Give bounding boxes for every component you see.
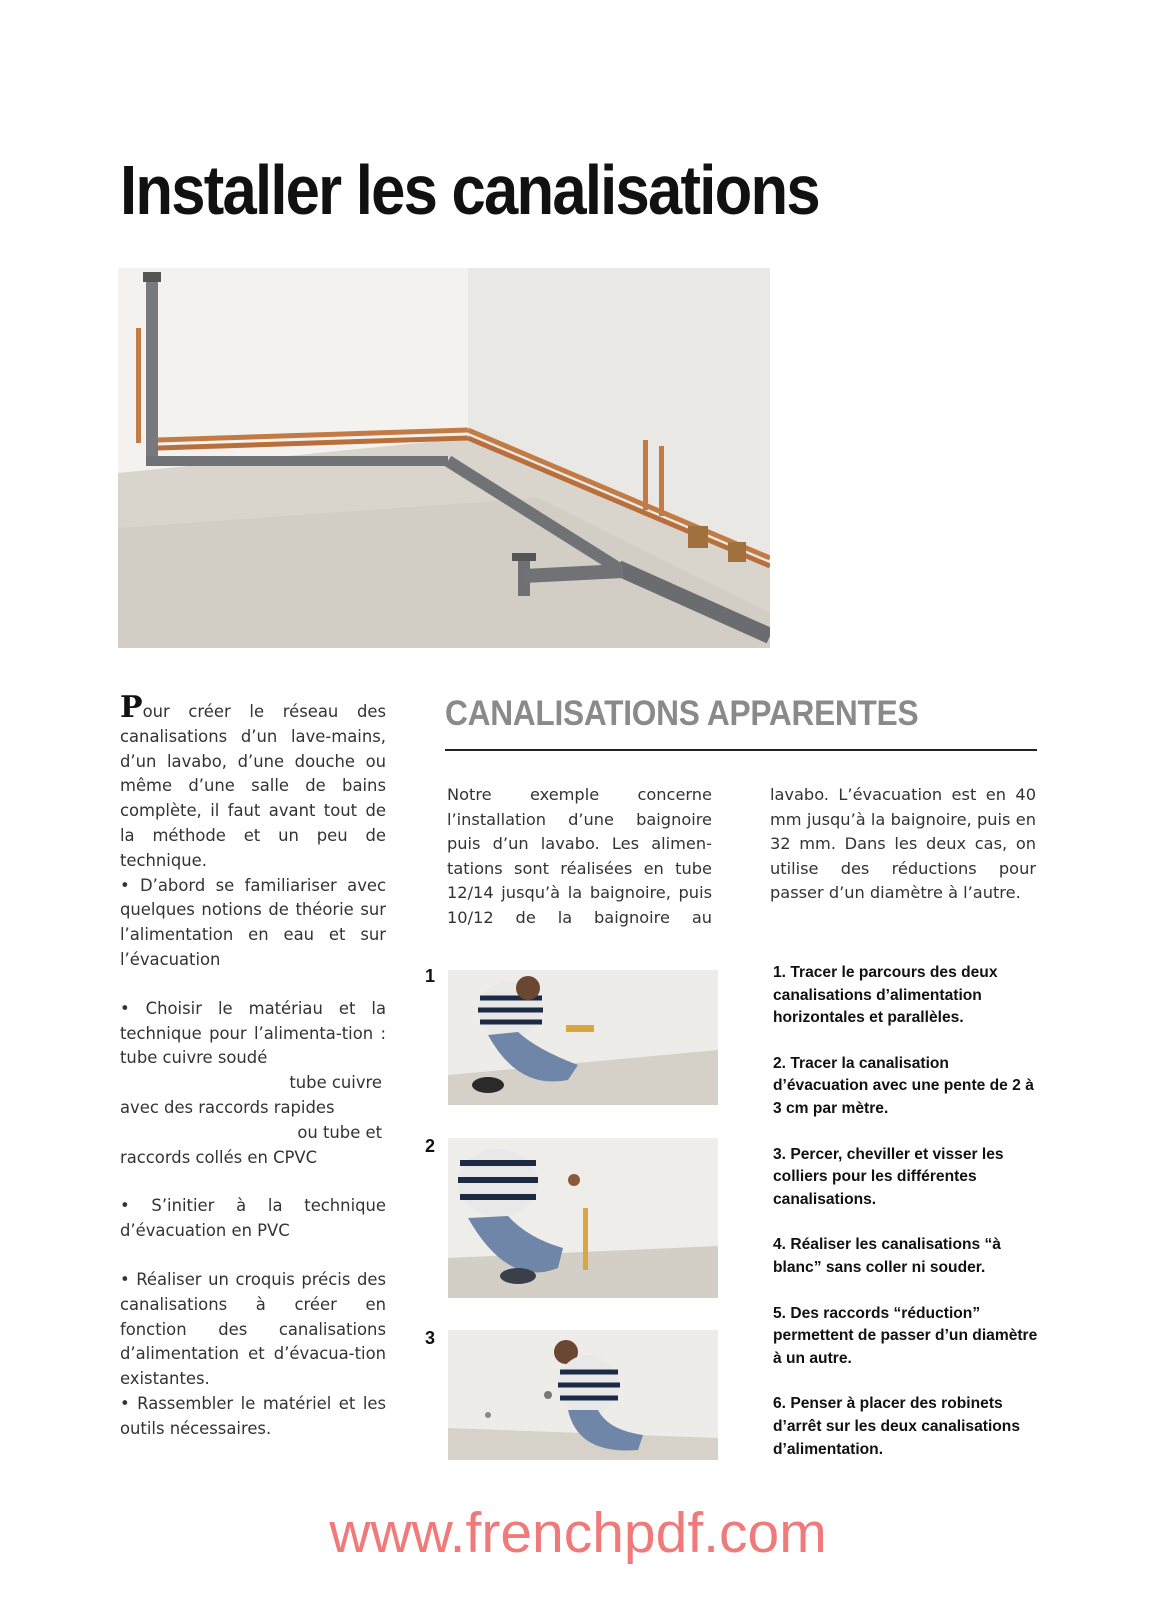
intro-bullet-evacuation: • S’initier à la technique d’évacuation en PVC [120,1196,386,1241]
steps-list [773,962,1043,1484]
photo-number-3: 3 [425,1328,436,1348]
intro-line-raccords-rapides: avec des raccords rapides [120,1097,335,1117]
intro-line-cpvc: raccords collés en CPVC [120,1147,318,1167]
intro-line-tube-et: ou tube et [297,1122,382,1142]
step-photo-1 [448,970,718,1105]
intro-paragraph-1: Pour créer le réseau des canalisations d’un lave-mains, d’un lavabo, d’une douche ou même d’une salle de bains complète, il faut avant tout de la méthode et un peu de technique. [120,690,386,870]
photo-number-1: 1 [425,966,436,986]
step-photo-3 [448,1330,718,1460]
step-5: 5. Des raccords “réduction” permettent de passer d’un diamètre à un autre. [773,1304,1038,1367]
step-2: 2. Tracer la canalisation d’évacuation avec une pente de 2 à 3 cm par mètre. [773,1054,1034,1117]
step-1: 1. Tracer le parcours des deux canalisations d’alimentation horizontales et parallèles. [773,964,998,1027]
intro-bullet-material: • Choisir le matériau et la technique pour l’alimenta-tion : tube cuivre soudé [120,998,386,1068]
step-6: 6. Penser à placer des robinets d’arrêt sur les deux canalisations d’alimentation. [773,1395,1021,1458]
step-4: 4. Réaliser les canalisations “à blanc” sans coller ni souder. [773,1236,1001,1276]
intro-text [120,690,386,1442]
page-title: Installer les canalisations [120,151,819,229]
intro-line-tube-cuivre: tube cuivre [289,1073,382,1093]
step-photo-2 [448,1138,718,1298]
section-title: CANALISATIONS APPARENTES [445,694,919,733]
intro-bullet-croquis: • Réaliser un croquis précis des canalisations à créer en fonction des canalisations d’alimentation et d’évacua-tion existantes. [120,1269,386,1389]
step-3: 3. Percer, cheviller et visser les colliers pour les différentes canalisations. [773,1145,1004,1208]
body-column-2: lavabo. L’évacuation est en 40 mm jusqu’à la baignoire, puis en 32 mm. Dans les deux cas, on utilise des réductions pour passer d’un diamètre à l’autre. [770,785,1036,903]
hero-photo-pipes [118,268,770,648]
section-divider [445,749,1037,751]
footer-url[interactable]: www.frenchpdf.com [329,1501,827,1565]
drop-cap: P [120,690,143,725]
intro-bullet-materiel: • Rassembler le matériel et les outils nécessaires. [120,1393,386,1438]
photo-number-2: 2 [425,1136,436,1156]
intro-bullet-theory: • D’abord se familiariser avec quelques notions de théorie sur l’alimentation en eau et sur l’évacuation [120,875,386,969]
body-column-1: Notre exemple concerne l’installation d’une baignoire puis d’un lavabo. Les alimen-tations sont réalisées en tube 12/14 jusqu’à la baignoire, puis 10/12 de la baignoire au [447,785,712,927]
